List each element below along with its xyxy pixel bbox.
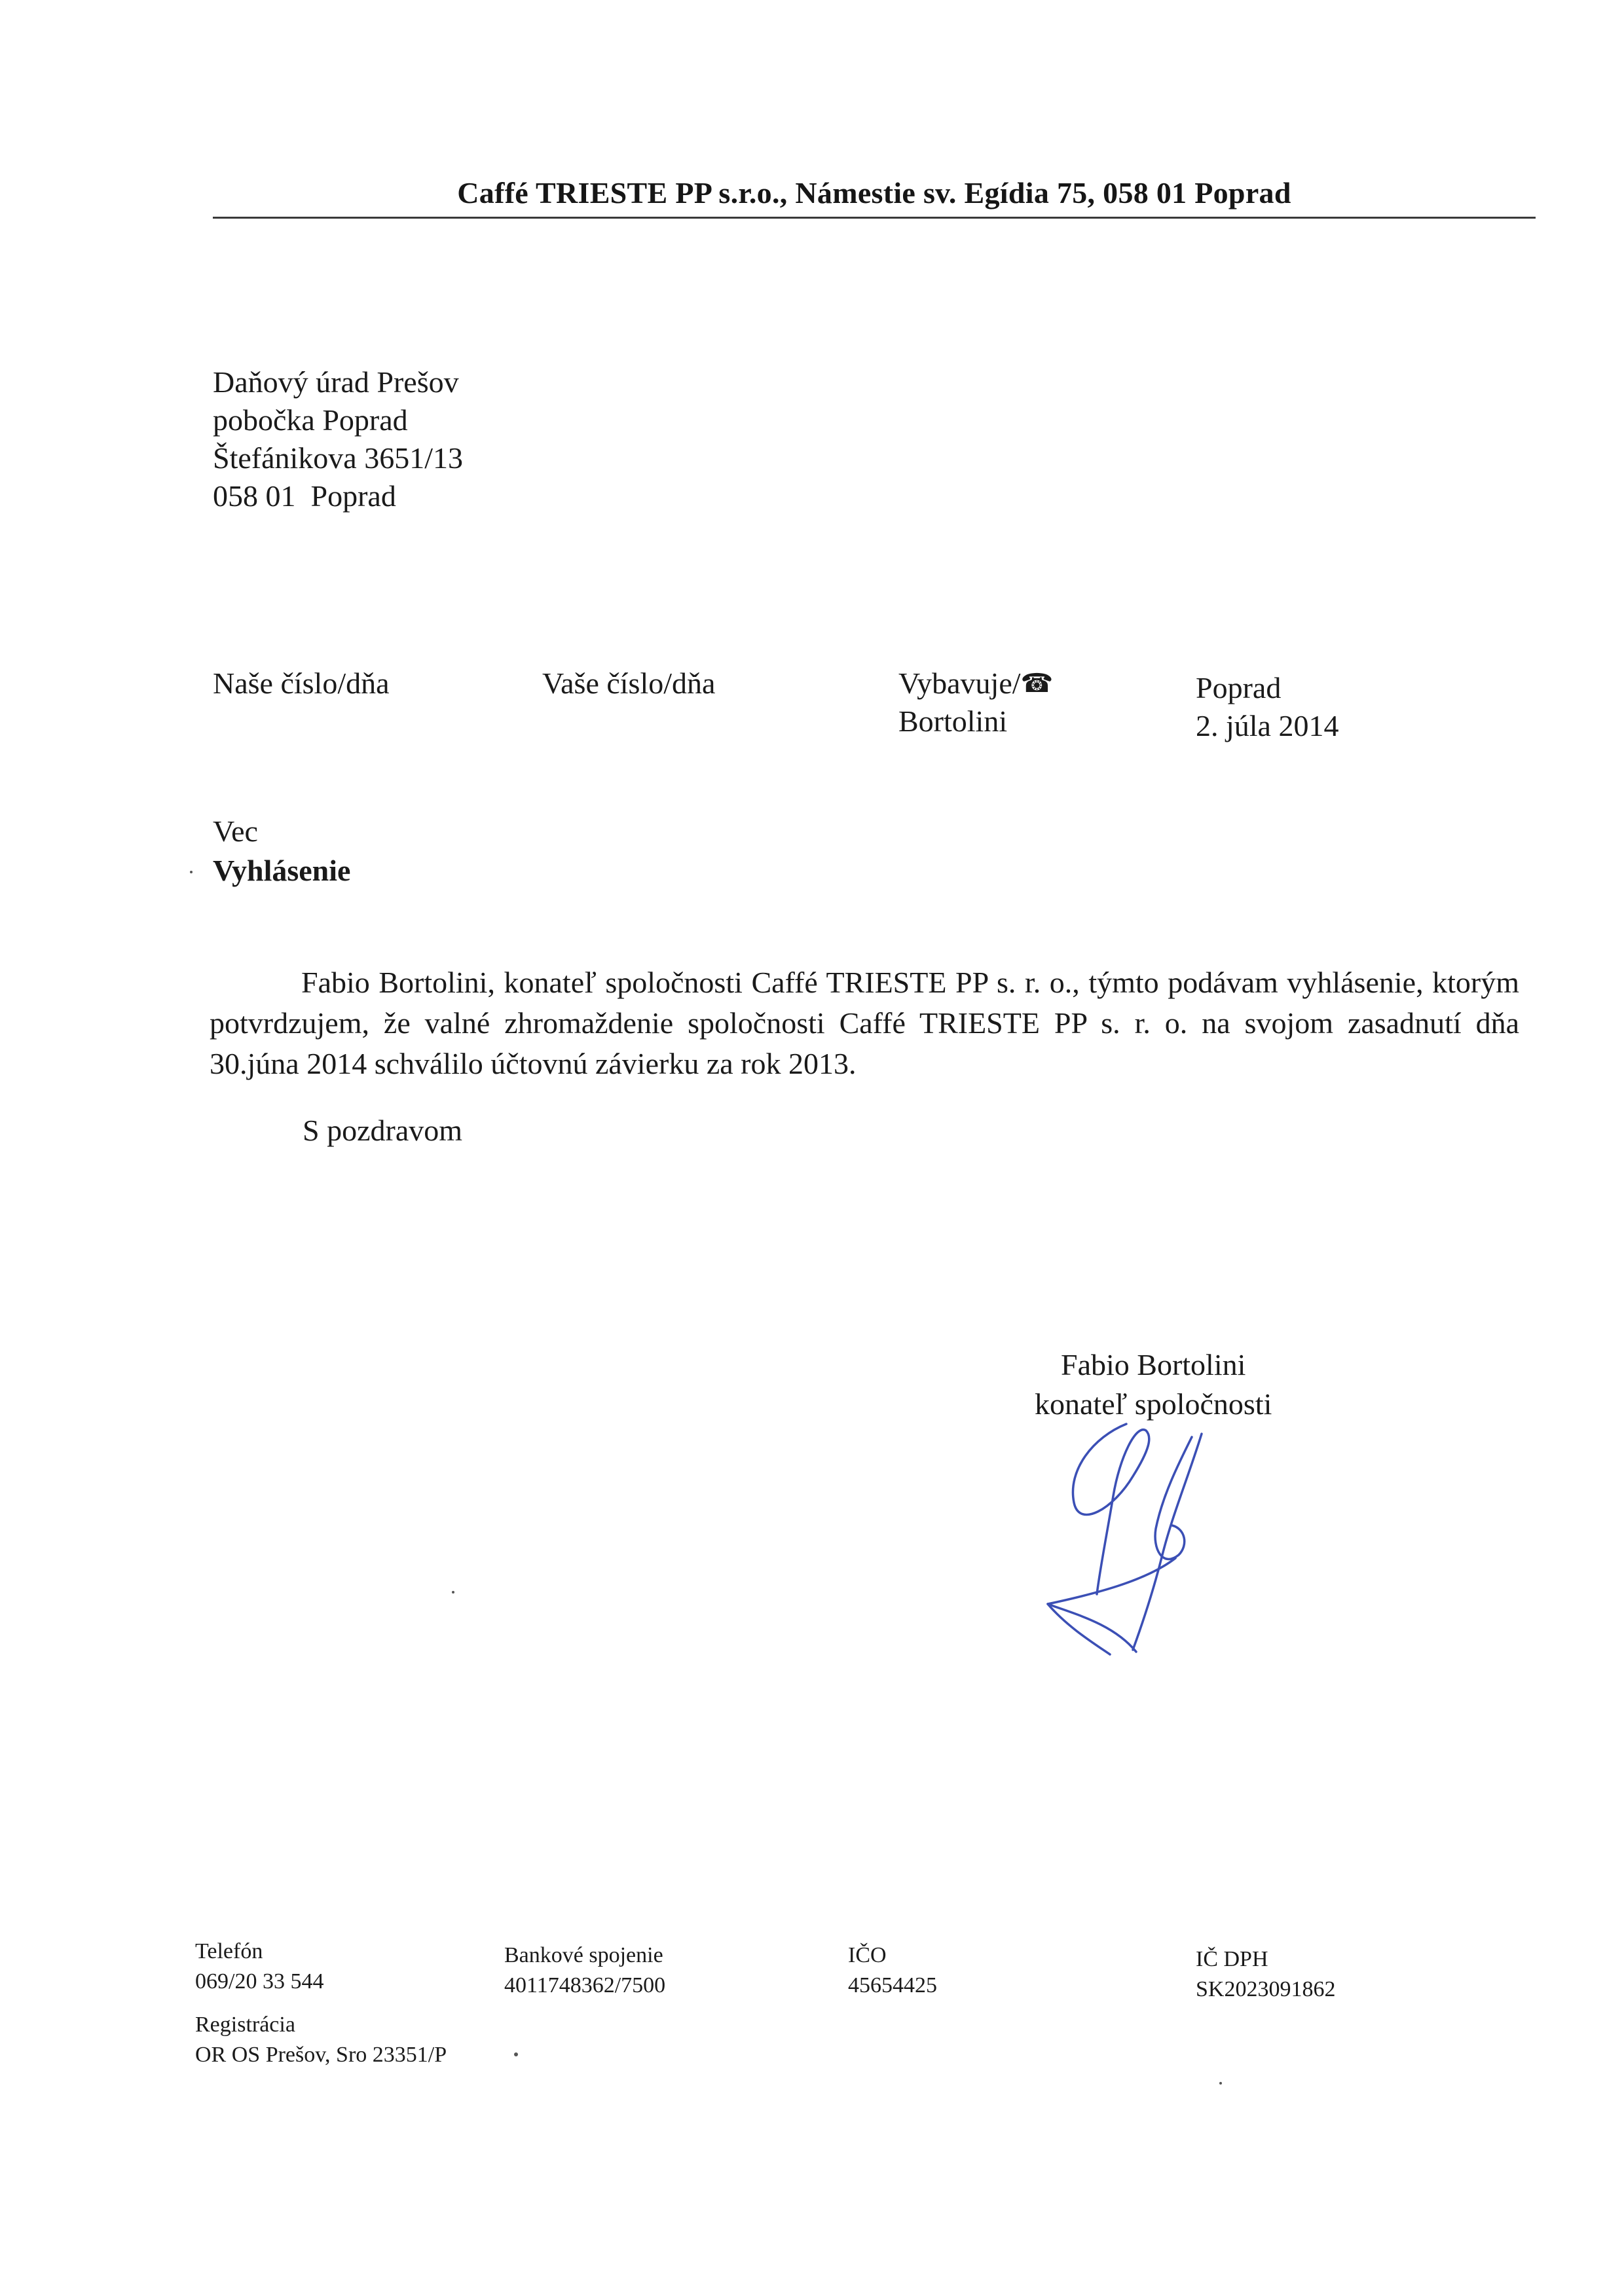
subject-title: Vyhlásenie — [213, 854, 351, 887]
recipient-address — [213, 363, 463, 515]
scan-speck — [514, 2052, 518, 2056]
recipient-line: Štefánikova 3651/13 — [213, 441, 463, 475]
recipient-line: 058 01 Poprad — [213, 479, 396, 513]
footer-vat — [1196, 1944, 1335, 2005]
date: 2. júla 2014 — [1196, 709, 1339, 742]
footer-bank-value: 4011748362/7500 — [504, 1973, 666, 1997]
recipient-line: Daňový úrad Prešov — [213, 365, 459, 399]
footer-bank — [504, 1941, 665, 2001]
handler-name: Bortolini — [898, 704, 1008, 738]
footer-registration-value: OR OS Prešov, Sro 23351/P — [195, 2043, 447, 2067]
place: Poprad — [1196, 671, 1282, 704]
handler-block — [898, 665, 1053, 740]
footer-ico — [848, 1941, 937, 2001]
recipient-line: pobočka Poprad — [213, 403, 408, 437]
signer-name: Fabio Bortolini — [1061, 1348, 1246, 1381]
scan-speck — [190, 871, 193, 873]
footer-registration — [195, 2010, 447, 2070]
our-reference-label: Naše číslo/dňa — [213, 666, 390, 700]
footer-phone-label: Telefón — [195, 1939, 263, 1963]
handler-label: Vybavuje/ — [898, 666, 1021, 700]
letterhead: Caffé TRIESTE PP s.r.o., Námestie sv. Egídia 75, 058 01 Poprad — [457, 176, 1291, 210]
footer-phone — [195, 1937, 323, 1997]
subject-label: Vec — [213, 814, 258, 848]
body-paragraph: Fabio Bortolini, konateľ spoločnosti Caffé TRIESTE PP s. r. o., týmto podávam vyhlásenie, ktorým potvrdzujem, že valné zhromaždenie spoločnosti Caffé TRIESTE PP s. r. o. na svojom zasadnutí dňa 30.júna 2014 schválilo účtovnú závierku za rok 2013. — [210, 966, 1519, 1080]
footer-vat-label: IČ DPH — [1196, 1947, 1268, 1971]
greeting: S pozdravom — [303, 1114, 463, 1147]
footer-phone-value: 069/20 33 544 — [195, 1969, 324, 1994]
scan-speck — [1219, 2082, 1222, 2085]
handwritten-signature — [1022, 1398, 1257, 1660]
subject-block — [213, 812, 350, 890]
footer-ico-value: 45654425 — [848, 1973, 937, 1997]
letterhead-rule — [213, 217, 1536, 219]
telephone-icon: ☎ — [1020, 668, 1054, 698]
scan-speck — [452, 1591, 454, 1594]
your-reference-label: Vaše číslo/dňa — [542, 666, 716, 700]
footer-ico-label: IČO — [848, 1943, 887, 1967]
footer-registration-label: Registrácia — [195, 2013, 295, 2037]
place-date-block — [1196, 669, 1338, 745]
footer-bank-label: Bankové spojenie — [504, 1943, 663, 1967]
signer-role: konateľ spoločnosti — [1035, 1387, 1272, 1421]
handler-label-row — [898, 665, 1053, 702]
footer-vat-value: SK2023091862 — [1196, 1977, 1336, 2001]
